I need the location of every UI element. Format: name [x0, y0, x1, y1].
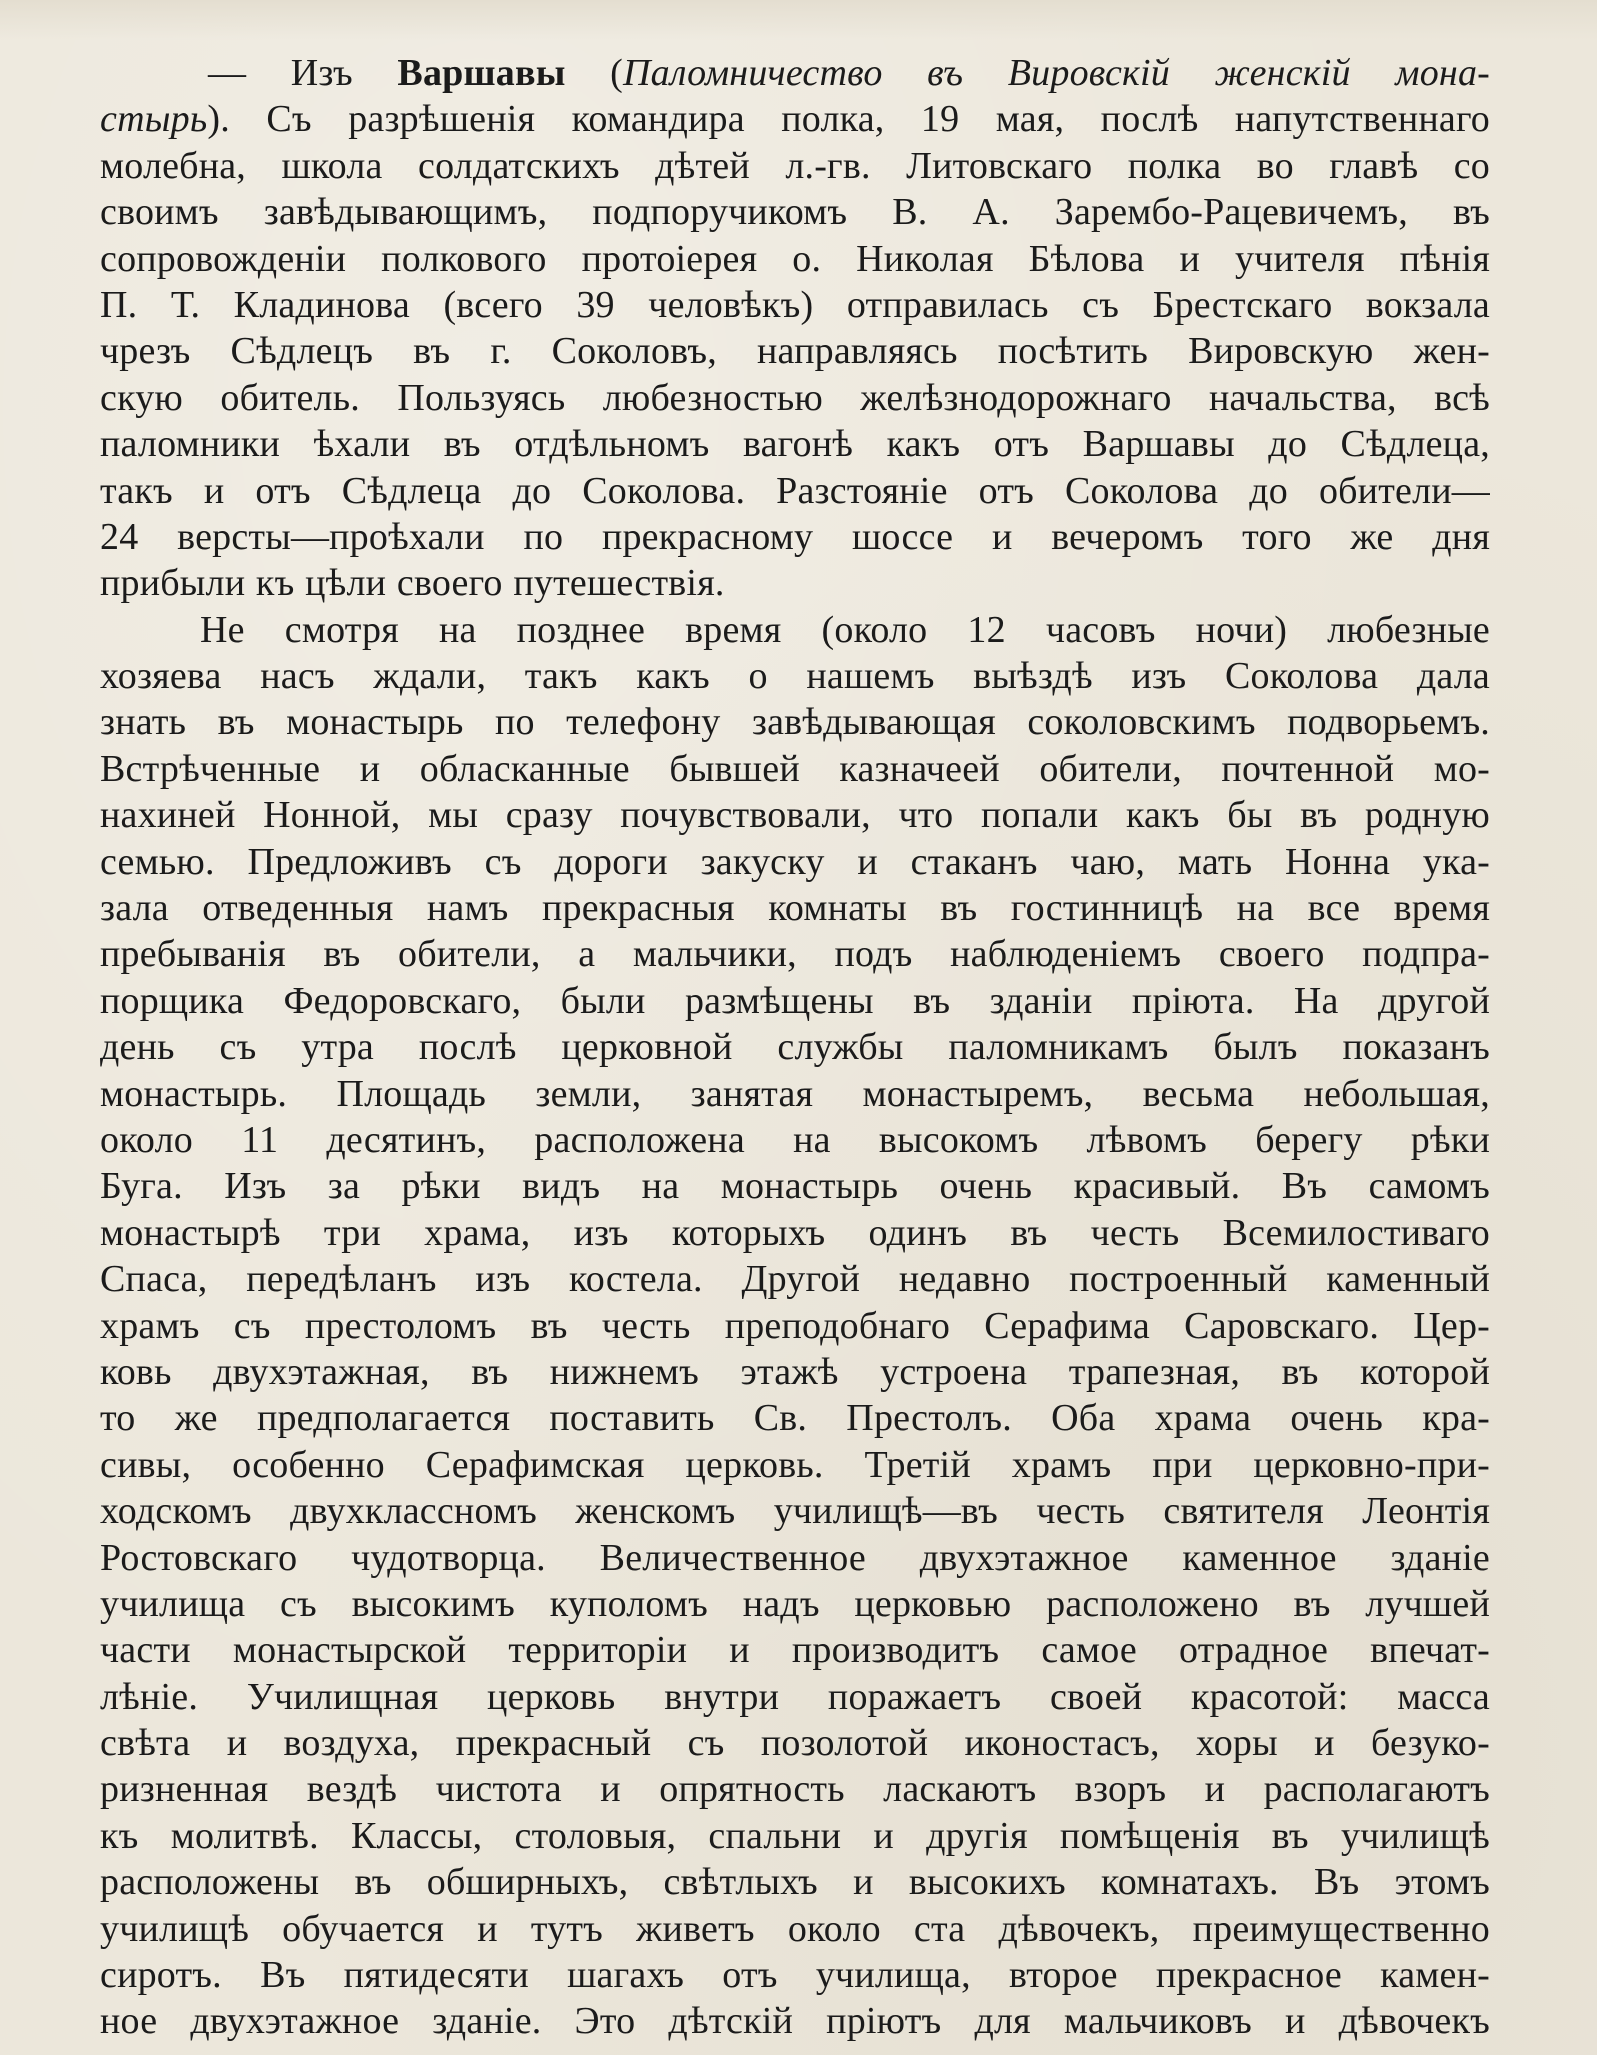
- article-line: порщика Федоровскаго, были размѣщены въ зданіи пріюта. На другой: [100, 979, 1490, 1022]
- article-line: день съ утра послѣ церковной службы паломникамъ былъ показанъ: [100, 1026, 1490, 1069]
- article-line: Ростовскаго чудотворца. Величественное двухэтажное каменное зданіе: [100, 1536, 1490, 1579]
- article-line: Спаса, передѣланъ изъ костела. Другой недавно построенный каменный: [100, 1258, 1490, 1301]
- article-line: ное двухэтажное зданіе. Это дѣтскій пріютъ для мальчиковъ и дѣвочекъ: [100, 2000, 1490, 2043]
- article-line: скую обитель. Пользуясь любезностью желѣзнодорожнаго начальства, всѣ: [100, 376, 1490, 419]
- article-line: семью. Предложивъ съ дороги закуску и стаканъ чаю, мать Нонна ука-: [100, 840, 1490, 883]
- article-line: части монастырской территоріи и производитъ самое отрадное впечат-: [100, 1629, 1490, 1672]
- article-line: чрезъ Сѣдлецъ въ г. Соколовъ, направляясь посѣтить Вировскую жен-: [100, 330, 1490, 373]
- article-body: [100, 50, 1490, 2045]
- article-line: нахиней Нонной, мы сразу почувствовали, что попали какъ бы въ родную: [100, 794, 1490, 837]
- heading-subtitle: Паломничество въ Вировскій женскій мона-: [623, 52, 1490, 94]
- article-line: пребыванія въ обители, а мальчики, подъ наблюденіемъ своего подпра-: [100, 933, 1490, 976]
- article-line: Буга. Изъ за рѣки видъ на монастырь очень красивый. Въ самомъ: [100, 1165, 1490, 1208]
- heading-subtitle-cont: стырь: [100, 98, 208, 141]
- article-line: хозяева насъ ждали, такъ какъ о нашемъ выѣздѣ изъ Соколова дала: [100, 655, 1490, 698]
- article-line: то же предполагается поставить Св. Престолъ. Оба храма очень кра-: [100, 1397, 1490, 1440]
- article-line: молебна, школа солдатскихъ дѣтей л.-гв. Литовскаго полка во главѣ со: [100, 144, 1490, 187]
- article-line: паломники ѣхали въ отдѣльномъ вагонѣ какъ отъ Варшавы до Сѣдлеца,: [100, 423, 1490, 466]
- article-line: [100, 96, 1490, 142]
- article-line: такъ и отъ Сѣдлеца до Соколова. Разстояніе отъ Соколова до обители—: [100, 469, 1490, 512]
- article-line: храмъ съ престоломъ въ честь преподобнаго Серафима Саровскаго. Цер-: [100, 1304, 1490, 1347]
- article-line: свѣта и воздуха, прекрасный съ позолотой иконостасъ, хоры и безуко-: [100, 1722, 1490, 1765]
- article-line: сопровожденіи полкового протоіерея о. Николая Бѣлова и учителя пѣнія: [100, 237, 1490, 280]
- article-line: около 11 десятинъ, расположена на высокомъ лѣвомъ берегу рѣки: [100, 1118, 1490, 1161]
- article-line: Встрѣченные и обласканные бывшей казначеей обители, почтенной мо-: [100, 747, 1490, 790]
- article-line: знать въ монастырь по телефону завѣдывающая соколовскимъ подворьемъ.: [100, 701, 1490, 744]
- subtitle-open: (: [610, 52, 623, 94]
- article-line: 24 версты—проѣхали по прекрасному шоссе и вечеромъ того же дня: [100, 515, 1490, 558]
- article-line: сивы, особенно Серафимская церковь. Третій храмъ при церковно-при-: [100, 1443, 1490, 1486]
- article-line: прибыли къ цѣли своего путешествія.: [100, 562, 725, 605]
- heading-dash: — Изъ: [208, 52, 353, 94]
- article-line: своимъ завѣдывающимъ, подпоручикомъ В. А. Зарембо-Рацевичемъ, въ: [100, 191, 1490, 234]
- article-line: П. Т. Кладинова (всего 39 человѣкъ) отправилась съ Брестскаго вокзала: [100, 283, 1490, 326]
- line-text: Съ разрѣшенія командира полка, 19 мая, послѣ напутственнаго: [266, 98, 1490, 141]
- subtitle-close: ).: [207, 98, 230, 141]
- article-line: училищѣ обучается и тутъ живетъ около ста дѣвочекъ, преимущественно: [100, 1907, 1490, 1950]
- article-line: монастырь. Площадь земли, занятая монастыремъ, весьма небольшая,: [100, 1072, 1490, 1115]
- article-line: къ молитвѣ. Классы, столовыя, спальни и другія помѣщенія въ училищѣ: [100, 1814, 1490, 1857]
- article-line: зала отведенныя намъ прекрасныя комнаты въ гостинницѣ на все время: [100, 887, 1490, 930]
- article-line: ковь двухэтажная, въ нижнемъ этажѣ устроена трапезная, въ которой: [100, 1350, 1490, 1393]
- article-line: училища съ высокимъ куполомъ надъ церковью расположено въ лучшей: [100, 1582, 1490, 1625]
- article-line: ходскомъ двухклассномъ женскомъ училищѣ—въ честь святителя Леонтія: [100, 1490, 1490, 1533]
- article-heading-line: [100, 50, 1490, 96]
- article-line: сиротъ. Въ пятидесяти шагахъ отъ училища, второе прекрасное камен-: [100, 1954, 1490, 1997]
- article-line: лѣніе. Училищная церковь внутри поражаетъ своей красотой: масса: [100, 1675, 1490, 1718]
- article-line: расположены въ обширныхъ, свѣтлыхъ и высокихъ комнатахъ. Въ этомъ: [100, 1861, 1490, 1904]
- page-top-bleed: [0, 0, 1597, 40]
- article-line: ризненная вездѣ чистота и опрятность ласкаютъ взоръ и располагаютъ: [100, 1768, 1490, 1811]
- article-line: монастырѣ три храма, изъ которыхъ одинъ въ честь Всемилостиваго: [100, 1211, 1490, 1254]
- article-line: Не смотря на позднее время (около 12 часовъ ночи) любезные: [200, 608, 1490, 651]
- heading-city: Варшавы: [397, 52, 566, 94]
